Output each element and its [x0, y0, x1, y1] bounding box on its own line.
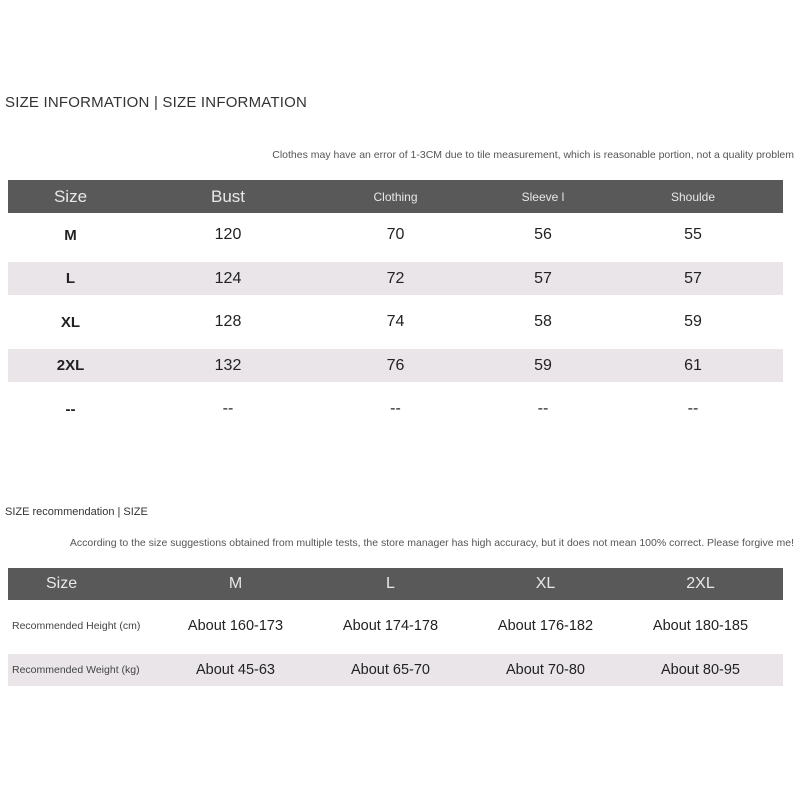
cell-weight-m: About 45-63	[195, 662, 275, 678]
cell-size: 2XL	[56, 357, 85, 374]
table-row	[8, 654, 783, 686]
cell-sleeve: --	[537, 400, 549, 417]
header-bust: Bust	[210, 186, 246, 206]
table-row	[8, 349, 783, 382]
cell-height-2xl: About 180-185	[652, 618, 749, 634]
size-recommendation-table	[8, 568, 783, 686]
size-recommendation-title: SIZE recommendation | SIZE	[5, 506, 148, 518]
cell-clothing: 74	[386, 313, 405, 330]
cell-size: XL	[60, 313, 81, 331]
cell-bust: 124	[214, 269, 242, 287]
header-size: Size	[53, 186, 88, 206]
cell-weight-xl: About 70-80	[505, 662, 585, 678]
cell-sleeve: 56	[534, 226, 552, 243]
cell-height-l: About 174-178	[342, 618, 439, 634]
cell-clothing: 76	[386, 356, 405, 374]
recommendation-note: According to the size suggestions obtained from multiple tests, the store manager has high accuracy, but it does not mean 100% correct. Please forgive me!	[69, 537, 794, 549]
cell-sleeve: 58	[534, 313, 552, 330]
table-row	[8, 300, 783, 344]
cell-height-xl: About 176-182	[497, 618, 594, 634]
cell-size: M	[64, 226, 77, 244]
row-label-height: Recommended Height (cm)	[12, 620, 141, 632]
size-info-title: SIZE INFORMATION | SIZE INFORMATION	[5, 94, 308, 111]
header-l: L	[386, 575, 395, 592]
cell-shoulder: 57	[684, 269, 702, 287]
cell-weight-2xl: About 80-95	[660, 662, 740, 678]
header-xl: XL	[535, 575, 556, 592]
cell-size: L	[65, 270, 76, 287]
header-2xl: 2XL	[686, 575, 715, 592]
cell-bust: 128	[214, 313, 242, 330]
header-clothing: Clothing	[373, 189, 418, 204]
cell-shoulder: 61	[684, 356, 702, 374]
header-shoulder: Shoulde	[670, 189, 716, 204]
size-info-table	[8, 180, 783, 431]
measurement-note: Clothes may have an error of 1-3CM due to tile measurement, which is reasonable portion, not a quality problem	[272, 149, 794, 161]
cell-bust: 120	[214, 226, 242, 243]
cell-shoulder: --	[687, 400, 699, 417]
table-row	[8, 213, 783, 257]
cell-clothing: --	[390, 400, 401, 417]
cell-height-m: About 160-173	[187, 618, 284, 634]
header-sleeve: Sleeve l	[521, 189, 565, 204]
cell-bust: --	[222, 400, 234, 417]
cell-sleeve: 59	[534, 356, 552, 374]
cell-sleeve: 57	[534, 269, 552, 287]
row-label-weight: Recommended Weight (kg)	[12, 664, 140, 676]
cell-size: --	[65, 400, 76, 418]
size-info-header-row	[8, 180, 783, 213]
cell-clothing: 72	[386, 269, 405, 287]
recommendation-header-row	[8, 568, 783, 600]
cell-bust: 132	[214, 356, 242, 374]
cell-shoulder: 59	[684, 313, 702, 330]
table-row	[8, 600, 783, 652]
cell-clothing: 70	[386, 226, 405, 243]
header-m: M	[228, 575, 243, 592]
table-row	[8, 387, 783, 431]
header-size: Size	[46, 575, 78, 592]
table-row	[8, 262, 783, 295]
cell-shoulder: 55	[684, 226, 702, 243]
cell-weight-l: About 65-70	[350, 662, 430, 678]
